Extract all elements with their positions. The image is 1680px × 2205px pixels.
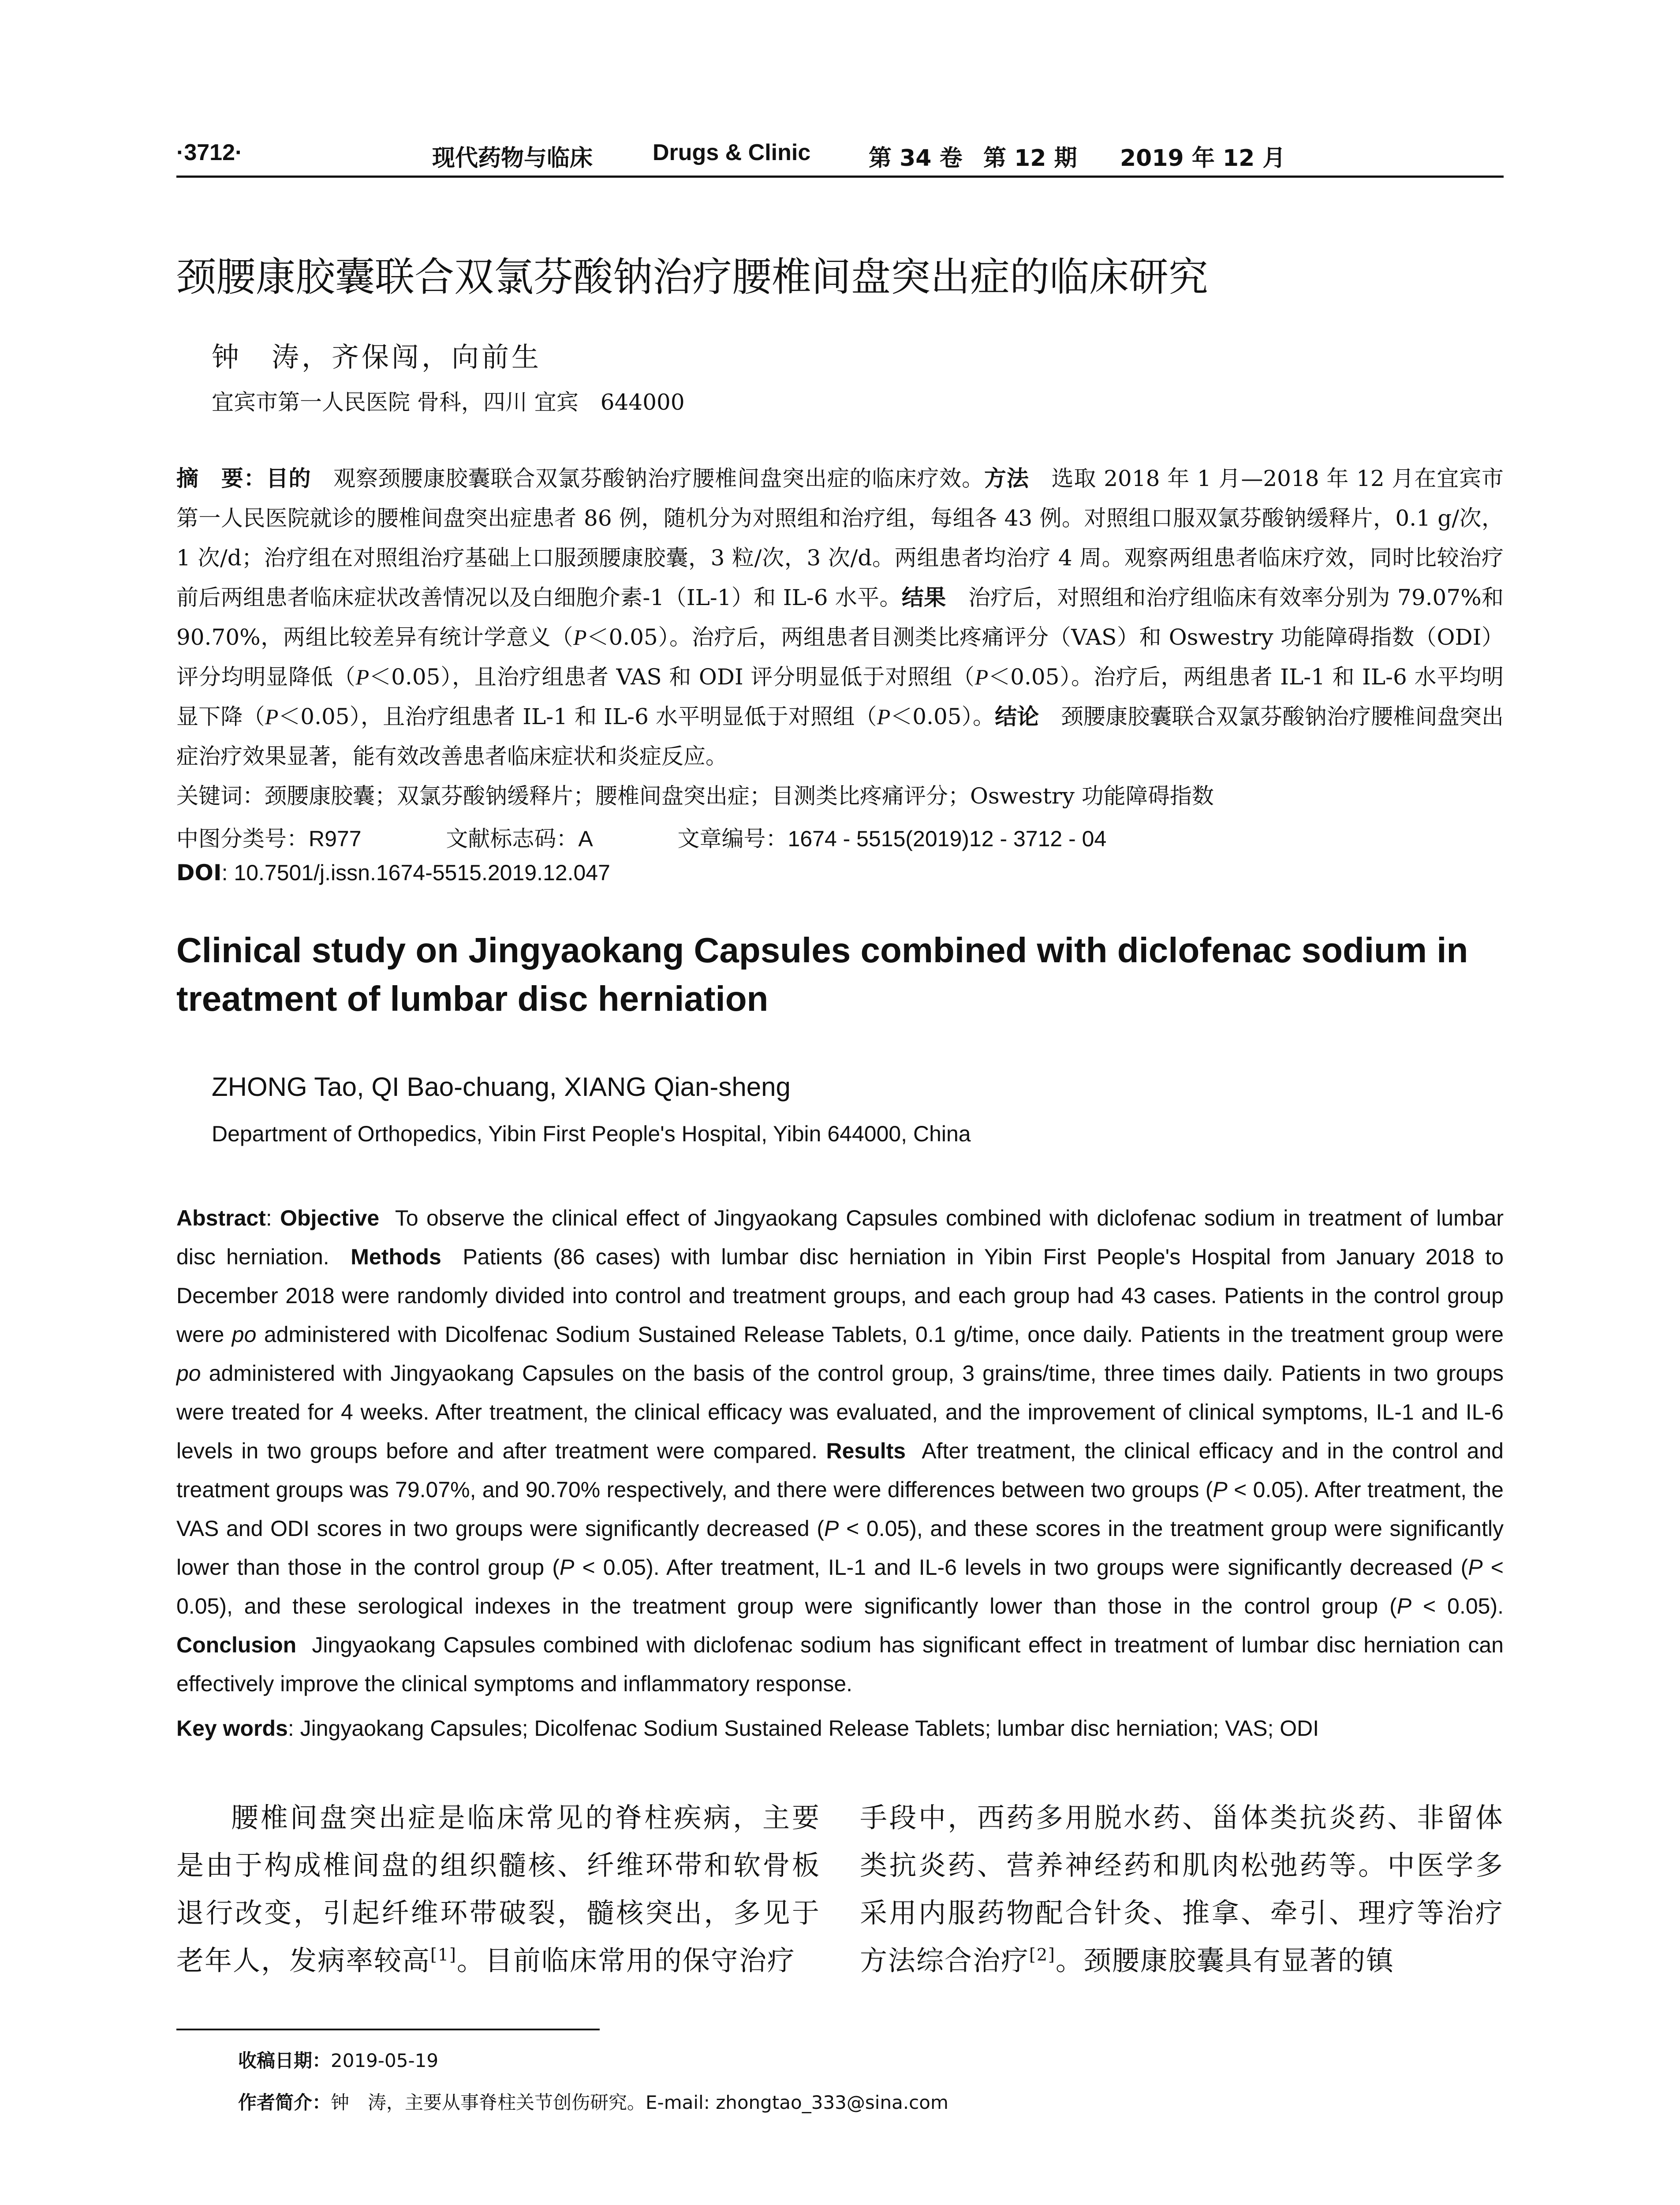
keywords-label-en: Key words	[176, 1716, 288, 1741]
body-text: 手段中，西药多用脱水药、甾体类抗炎药、非留体类抗炎药、营养神经药和肌肉松弛药等。中医学多采用内服药物配合针灸、推拿、牵引、理疗等治疗方法综合治疗	[860, 1801, 1504, 1977]
header-rule	[176, 176, 1504, 178]
article-label: 文章编号：	[677, 826, 788, 852]
results-en-1: After treatment, the clinical efficacy and in the control and treatment groups was 79.07%, and 90.70% respectively, and there were differences between two groups (	[176, 1439, 1504, 1502]
results-en-4: < 0.05). After treatment, IL-1 and IL-6 levels in two groups were significantly decreased (	[582, 1555, 1468, 1580]
methods-en-1: Patients (86 cases) with lumbar disc herniation in Yibin First People's Hospital from January 2018 to December 2018 were randomly divided into control and treatment groups, and each group had 43 cases. Patients in the control group were	[176, 1245, 1504, 1347]
volume: 第 34 卷	[869, 145, 963, 172]
results-cn-5: ＜0.05），且治疗组患者 IL-1 和 IL-6 水平明显低于对照组（	[278, 704, 877, 729]
keywords-en: : Jingyaokang Capsules; Dicolfenac Sodium Sustained Release Tablets; lumbar disc herniation; VAS; ODI	[287, 1716, 1319, 1741]
title-cn: 颈腰康胶囊联合双氯芬酸钠治疗腰椎间盘突出症的临床研究	[176, 254, 1208, 300]
body-text: 。颈腰康胶囊具有显著的镇	[1055, 1944, 1394, 1977]
results-cn-3: ＜0.05），且治疗组患者 VAS 和 ODI 评分明显低于对照组（	[369, 664, 975, 690]
abstract-label-en: Abstract	[176, 1206, 266, 1230]
results-cn-2: ＜0.05）。治疗后，两组患者目测类比疼痛评分（VAS）和 Oswestry 功能障碍指数（ODI）评分均明显降低（	[176, 624, 1504, 690]
issue: 第 12 期	[983, 145, 1077, 172]
results-en-5: < 0.05), and these serological indexes in the treatment group were significantly lower than those in the control group (	[176, 1555, 1504, 1618]
p-symbol-en: P	[824, 1516, 839, 1541]
keywords-en-line	[176, 1715, 1319, 1741]
running-header	[176, 139, 1504, 175]
methods-cn: 选取 2018 年 1 月—2018 年 12 月在宜宾市第一人民医院就诊的腰椎间盘突出症患者 86 例，随机分为对照组和治疗组，每组各 43 例。对照组口服双氯芬酸钠缓释片，0.1 g/次，1 次/d；治疗组在对照组治疗基础上口服颈腰康胶囊，3 粒/次，3 次/d。两组患者均治疗 4 周。观察两组患者临床疗效，同时比较治疗前后两组患者临床症状改善情况以及白细胞介素-1（IL-1）和 IL-6 水平。	[176, 466, 1504, 610]
abstract-cn	[176, 459, 1504, 816]
issue-date: 2019 年 12 月	[1120, 145, 1286, 172]
citation-ref: [1]	[430, 1945, 457, 1965]
abstract-en: Abstract: Objective To observe the clinical effect of Jingyaokang Capsules combined with diclofenac sodium in treatment of lumbar disc herniation. Methods Patients (86 cases) with lumbar disc herniation in Yibin First People's Hospital from January 2018 to December 2018 were randomly divided into control and treatment groups, and each group had 43 cases. Patients in the control group were po administered with Dicolfenac Sodium Sustained Release Tablets, 0.1 g/time, once daily. Patients in the treatment group were po administered with Jingyaokang Capsules on the basis of the control group, 3 grains/time, three times daily. Patients in two groups were treated for 4 weeks. After treatment, the clinical efficacy was evaluated, and the improvement of clinical symptoms, IL-1 and IL-6 levels in two groups before and after treatment were compared. Results After treatment, the clinical efficacy and in the control and treatment groups was 79.07%, and 90.70% respectively, and there were differences between two groups (P < 0.05). After treatment, the VAS and ODI scores in two groups were significantly decreased (P < 0.05), and these scores in the treatment group were significantly lower than those in the control group (P < 0.05). After treatment, IL-1 and IL-6 levels in two groups were significantly decreased (P < 0.05), and these serological indexes in the treatment group were significantly lower than those in the control group (P < 0.05). Conclusion Jingyaokang Capsules combined with diclofenac sodium has significant effect in treatment of lumbar disc herniation can effectively improve the clinical symptoms and inflammatory response.	[176, 1206, 1504, 1696]
keywords-cn: 颈腰康胶囊；双氯芬酸钠缓释片；腰椎间盘突出症；目测类比疼痛评分；Oswestry 功能障碍指数	[265, 783, 1214, 809]
code-label: 文献标志码：	[446, 826, 579, 852]
body-column-left	[176, 1794, 820, 1984]
doi-line	[176, 860, 610, 886]
p-symbol: P	[877, 704, 891, 729]
objective-en: To observe the clinical effect of Jingyaokang Capsules combined with diclofenac sodium in treatment of lumbar disc herniation.	[176, 1206, 1504, 1269]
journal-name-en: Drugs & Clinic	[653, 140, 811, 165]
body-text: 。目前临床常用的保守治疗	[456, 1944, 795, 1977]
class-value: R977	[309, 826, 362, 851]
conclusion-cn: 颈腰康胶囊联合双氯芬酸钠治疗腰椎间盘突出症治疗效果显著，能有效改善患者临床症状和炎症反应。	[176, 704, 1504, 769]
methods-en-3: administered with Jingyaokang Capsules on the basis of the control group, 3 grains/time, three times daily. Patients in two groups were treated for 4 weeks. After treatment, the clinical efficacy was evaluated, and the improvement of clinical symptoms, IL-1 and IL-6 levels in two groups before and after treatment were compared.	[176, 1361, 1504, 1463]
page-number: ·3712·	[176, 140, 243, 165]
p-symbol: P	[355, 665, 370, 689]
objective-cn: 观察颈腰康胶囊联合双氯芬酸钠治疗腰椎间盘突出症的临床疗效。	[311, 466, 984, 491]
po-abbrev: po	[176, 1361, 201, 1386]
article-value: 1674 - 5515(2019)12 - 3712 - 04	[788, 826, 1107, 851]
doi-label: DOI	[176, 860, 222, 886]
received-date: 2019-05-19	[331, 2050, 439, 2071]
body-text: 腰椎间盘突出症是临床常见的脊柱疾病，主要是由于构成椎间盘的组织髓核、纤维环带和软骨板退行改变，引起纤维环带破裂，髓核突出，多见于老年人，发病率较高	[176, 1801, 820, 1977]
results-en-6: < 0.05).	[1423, 1594, 1504, 1618]
results-cn-1: 治疗后，对照组和治疗组临床有效率分别为 79.07%和 90.70%，两组比较差异有统计学意义（	[176, 585, 1504, 650]
footnote-received	[238, 2046, 438, 2073]
conclusion-label-cn: 结论	[995, 704, 1039, 729]
authors-en: ZHONG Tao, QI Bao-chuang, XIANG Qian-sheng	[212, 1072, 791, 1102]
classification-line	[176, 821, 1106, 853]
code-value: A	[578, 826, 593, 851]
conclusion-label-en: Conclusion	[176, 1633, 297, 1657]
p-symbol: P	[974, 665, 989, 689]
received-label: 收稿日期：	[238, 2050, 331, 2071]
results-cn-6: ＜0.05）。	[890, 704, 995, 729]
methods-label-en: Methods	[351, 1245, 441, 1269]
footnote-rule	[176, 2029, 600, 2030]
bio-text: 钟 涛，主要从事脊柱关节创伤研究。E-mail: zhongtao_333@sina.com	[331, 2092, 948, 2113]
objective-label-cn: 目的	[266, 466, 311, 491]
footnote-author-bio	[238, 2088, 948, 2115]
methods-label-cn: 方法	[984, 466, 1029, 491]
po-abbrev: po	[231, 1322, 257, 1347]
abstract-label-cn: 摘 要：	[176, 466, 266, 491]
p-symbol-en: P	[1213, 1477, 1228, 1502]
p-symbol-en: P	[1468, 1555, 1483, 1580]
p-symbol: P	[265, 704, 279, 729]
p-symbol-en: P	[1396, 1594, 1412, 1618]
keywords-label-cn: 关键词：	[176, 783, 265, 809]
affiliation-en: Department of Orthopedics, Yibin First People's Hospital, Yibin 644000, China	[212, 1121, 971, 1146]
results-cn-4: ＜0.05）。治疗后，两组患者 IL-1 和 IL-6 水平均明显下降（	[176, 664, 1504, 729]
objective-label-en: Objective	[280, 1206, 380, 1230]
results-label-en: Results	[826, 1439, 906, 1463]
authors-cn: 钟 涛，齐保闯，向前生	[212, 341, 542, 373]
results-en-3: < 0.05), and these scores in the treatment group were significantly lower than those in the control group (	[176, 1516, 1504, 1580]
bio-label: 作者简介：	[238, 2092, 331, 2113]
results-en-2: < 0.05). After treatment, the VAS and ODI scores in two groups were significantly decreased (	[176, 1477, 1504, 1541]
class-label: 中图分类号：	[176, 826, 309, 852]
title-en: Clinical study on Jingyaokang Capsules combined with diclofenac sodium in treatment of lumbar disc herniation	[176, 931, 1468, 1018]
results-label-cn: 结果	[901, 585, 946, 610]
journal-name-cn: 现代药物与临床	[432, 145, 593, 172]
p-symbol: P	[573, 625, 587, 650]
methods-en-2: administered with Dicolfenac Sodium Sustained Release Tablets, 0.1 g/time, once daily. Patients in the treatment group were	[264, 1322, 1504, 1347]
conclusion-en: Jingyaokang Capsules combined with diclofenac sodium has significant effect in treatment of lumbar disc herniation can effectively improve the clinical symptoms and inflammatory response.	[176, 1633, 1504, 1696]
p-symbol-en: P	[559, 1555, 575, 1580]
body-column-right	[860, 1794, 1504, 1984]
citation-ref: [2]	[1029, 1945, 1056, 1965]
doi-value: : 10.7501/j.issn.1674-5515.2019.12.047	[221, 860, 610, 885]
affiliation-cn: 宜宾市第一人民医院 骨科，四川 宜宾 644000	[212, 389, 685, 415]
